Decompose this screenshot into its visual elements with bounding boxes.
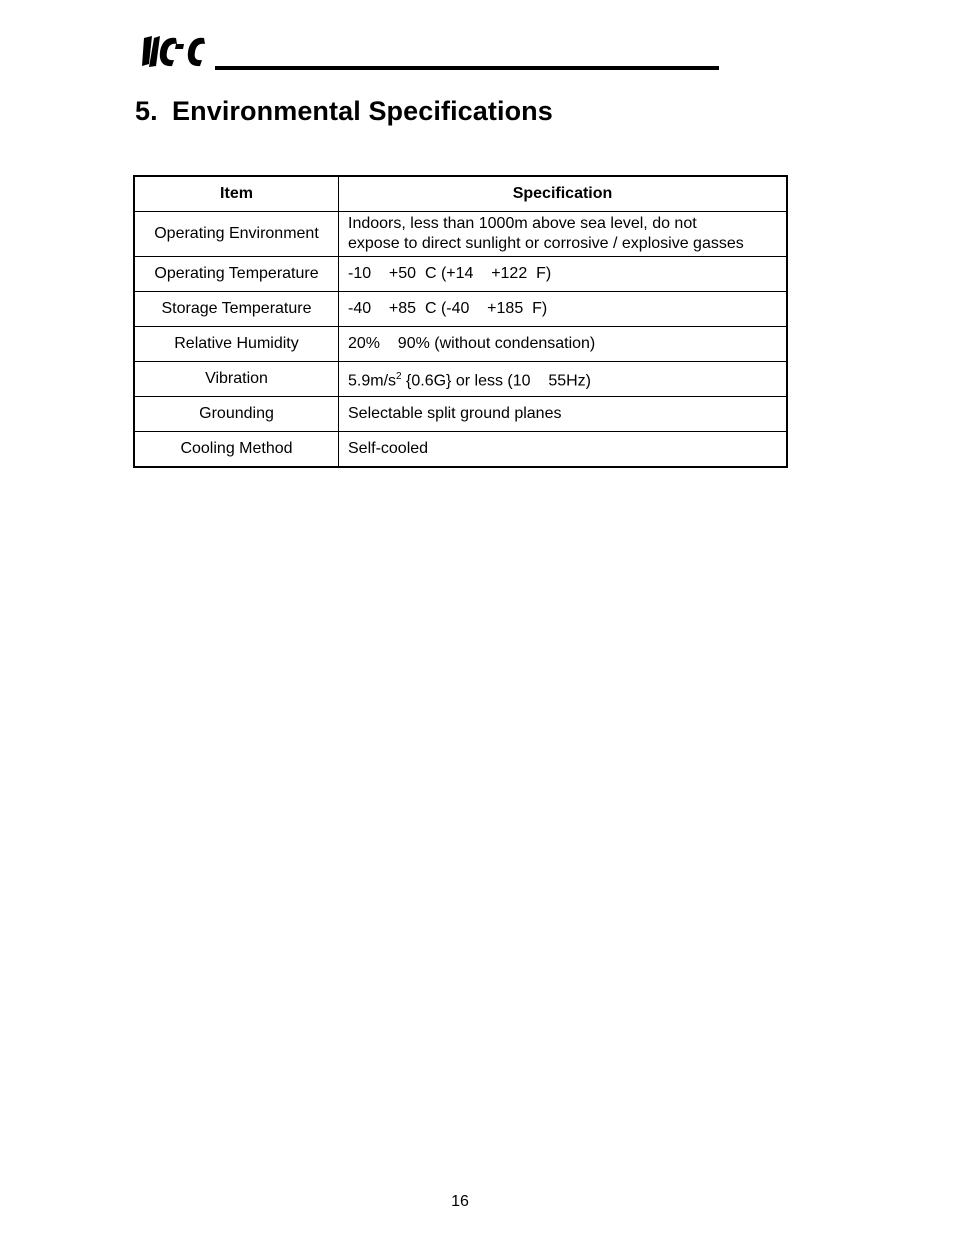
row-spec-value [339,212,788,257]
row-item-label: Vibration [134,362,339,397]
row-spec-value: Selectable split ground planes [339,397,788,432]
environmental-spec-table [133,175,788,468]
row-item-label: Operating Temperature [134,257,339,292]
column-header-item: Item [134,176,339,212]
spec-line: expose to direct sunlight or corrosive / explosive gasses [348,235,744,252]
row-spec-value: -40 +85 C (-40 +185 F) [339,292,788,327]
row-spec-value [339,362,788,397]
row-item-label: Operating Environment [134,212,339,257]
table-row [134,212,787,257]
table-row [134,257,787,292]
row-spec-value: 20% 90% (without condensation) [339,327,788,362]
spec-text: 5.9m/s [348,372,397,390]
table-header-row [134,176,787,212]
row-spec-value: -10 +50 C (+14 +122 F) [339,257,788,292]
table-row [134,432,787,467]
table-row [134,292,787,327]
spec-line: Indoors, less than 1000m above sea level, do not [348,215,697,232]
icc-logo [140,30,208,70]
page-number: 16 [451,1193,469,1210]
section-title-text: Environmental Specifications [172,96,553,126]
spec-text: {0.6G} or less (10 55Hz) [401,372,591,390]
row-item-label: Cooling Method [134,432,339,467]
row-item-label: Grounding [134,397,339,432]
spec-superscript: 2 [396,370,402,382]
table-row [134,362,787,397]
row-item-label: Storage Temperature [134,292,339,327]
column-header-specification: Specification [339,176,788,212]
row-item-label: Relative Humidity [134,327,339,362]
page-header [140,26,720,74]
header-rule [215,66,719,70]
table-row [134,397,787,432]
section-title [135,96,553,127]
table-row [134,327,787,362]
section-number: 5. [135,96,158,126]
row-spec-value: Self-cooled [339,432,788,467]
